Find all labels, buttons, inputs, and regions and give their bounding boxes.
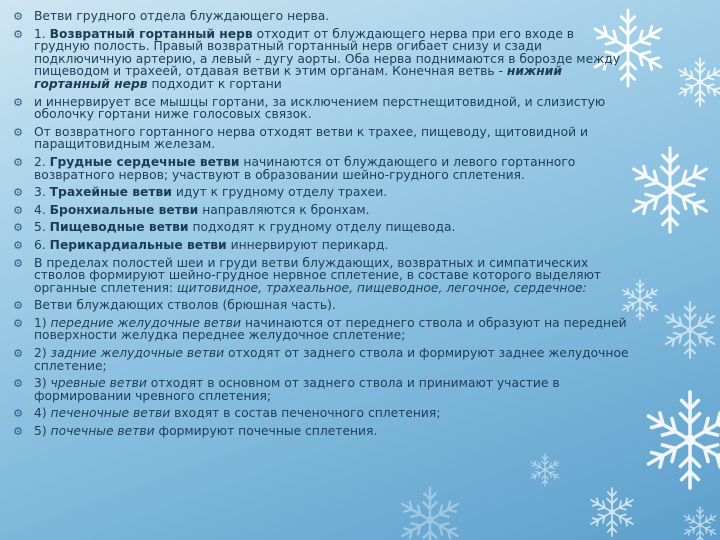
list-item-text: 3) <box>34 376 51 391</box>
list-item-text: 3. <box>34 185 50 200</box>
gear-icon: ⚙ <box>13 256 23 270</box>
gear-icon: ⚙ <box>13 407 23 421</box>
list-item-text: Перикардиальные ветви <box>49 237 227 252</box>
list-item-text: начинаются от переднего ствола и образуют на передней поверхности желудка переднее желудочное сплетение; <box>34 315 627 343</box>
gear-icon: ⚙ <box>13 347 23 361</box>
list-item <box>12 407 632 420</box>
list-item-text: 5. <box>34 220 50 235</box>
list-item-text: 1. <box>34 26 50 41</box>
gear-icon: ⚙ <box>13 377 23 391</box>
list-item <box>12 257 632 295</box>
list-item-text: щитовидное, трахеальное, пищеводное, легочное, сердечное: <box>177 280 587 295</box>
list-item-text: иннервируют перикард. <box>226 237 389 252</box>
list-item-text: 4. <box>34 202 50 217</box>
gear-icon: ⚙ <box>13 299 23 313</box>
slide-content <box>12 10 632 443</box>
list-item-text: и иннервирует все мышцы гортани, за исключением перстнещитовидной, и слизистую оболочку гортани ниже голосовых связок. <box>34 94 606 122</box>
list-item-text: 6. <box>34 237 50 252</box>
snowflake-icon <box>663 302 717 358</box>
list-item-text: задние желудочные ветви <box>50 346 225 361</box>
gear-icon: ⚙ <box>13 95 23 109</box>
list-item-text: 4) <box>34 406 51 421</box>
list-item <box>12 347 632 372</box>
bullet-list <box>12 10 632 438</box>
snowflake-icon <box>629 148 710 232</box>
list-item-text: входят в состав печеночного сплетения; <box>170 406 441 421</box>
list-item-text: направляются к бронхам. <box>198 202 370 217</box>
list-item-text: нижний гортанный нерв <box>34 64 562 91</box>
list-item-text: печеночные ветви <box>50 406 171 421</box>
list-item-text: подходит к гортани <box>147 76 282 91</box>
list-item <box>12 28 632 91</box>
gear-icon: ⚙ <box>13 27 23 41</box>
snowflake-icon <box>644 392 720 488</box>
list-item-text: формируют почечные сплетения. <box>154 424 378 439</box>
list-item-text: подходят к грудному отделу пищевода. <box>188 220 456 235</box>
gear-icon: ⚙ <box>13 316 23 330</box>
snowflake-icon <box>677 58 720 106</box>
list-item <box>12 425 632 438</box>
list-item-text: 2. <box>34 154 50 169</box>
list-item-text: Трахейные ветви <box>49 185 172 200</box>
gear-icon: ⚙ <box>13 203 23 217</box>
list-item-text: 2) <box>34 346 51 361</box>
list-item <box>12 126 632 151</box>
list-item <box>12 317 632 342</box>
list-item-text: Возвратный гортанный нерв <box>49 26 253 41</box>
list-item-text: Грудные сердечные ветви <box>49 154 240 169</box>
list-item-text: передние желудочные ветви <box>50 315 242 330</box>
list-item-text: отходит от блуждающего нерва при его входе в грудную полость. Правый возвратный гортанный нерв огибает снизу и сзади подключичную артерию, а левый - дугу аорты. Оба нерва поднимаются в борозде между пищеводом и трахеей, отдавая ветви к этим органам. Конечная ветвь - <box>34 26 620 79</box>
list-item <box>12 239 632 252</box>
gear-icon: ⚙ <box>13 221 23 235</box>
snowflake-icon <box>530 454 561 486</box>
list-item-text: Ветви блуждающих стволов (брюшная часть). <box>34 298 336 313</box>
list-item <box>12 377 632 402</box>
gear-icon: ⚙ <box>13 10 23 23</box>
list-item-text: чревные ветви <box>50 376 147 391</box>
list-item-text: начинаются от блуждающего и левого гортанного возвратного нервов; участвуют в образовании шейно-грудного сплетения. <box>34 154 576 182</box>
gear-icon: ⚙ <box>13 425 23 439</box>
list-item <box>12 96 632 121</box>
list-item <box>12 299 632 312</box>
list-item-text: отходят от заднего ствола и формируют заднее желудочное сплетение; <box>34 346 629 373</box>
list-item-text: почечные ветви <box>50 424 155 439</box>
gear-icon: ⚙ <box>13 238 23 252</box>
snowflake-icon <box>399 488 461 540</box>
list-item-text: отходят в основном от заднего ствола и принимают участие в формировании чревного сплетения; <box>34 376 560 403</box>
list-item-text: 1) <box>34 315 51 330</box>
list-item-text: Ветви грудного отдела блуждающего нерва. <box>34 9 330 23</box>
list-item-text: Бронхиальные ветви <box>49 202 199 217</box>
list-item <box>12 186 632 199</box>
list-item-text: От возвратного гортанного нерва отходят ветви к трахее, пищеводу, щитовидной и паращитовидным железам. <box>34 124 589 152</box>
list-item <box>12 204 632 217</box>
list-item-text: идут к грудному отделу трахеи. <box>171 185 388 200</box>
gear-icon: ⚙ <box>13 186 23 200</box>
snowflake-icon <box>589 488 635 536</box>
gear-icon: ⚙ <box>13 125 23 139</box>
snowflake-icon <box>683 507 718 540</box>
list-item <box>12 221 632 234</box>
gear-icon: ⚙ <box>13 155 23 169</box>
list-item <box>12 10 632 23</box>
list-item-text: В пределах полостей шеи и груди ветви блуждающих, возвратных и симпатических стволов формируют шейно-грудное нервное сплетение, в составе которого выделяют органные сплетения: <box>34 255 602 295</box>
list-item-text: 5) <box>34 424 51 439</box>
list-item-text: Пищеводные ветви <box>49 220 189 235</box>
list-item <box>12 156 632 181</box>
